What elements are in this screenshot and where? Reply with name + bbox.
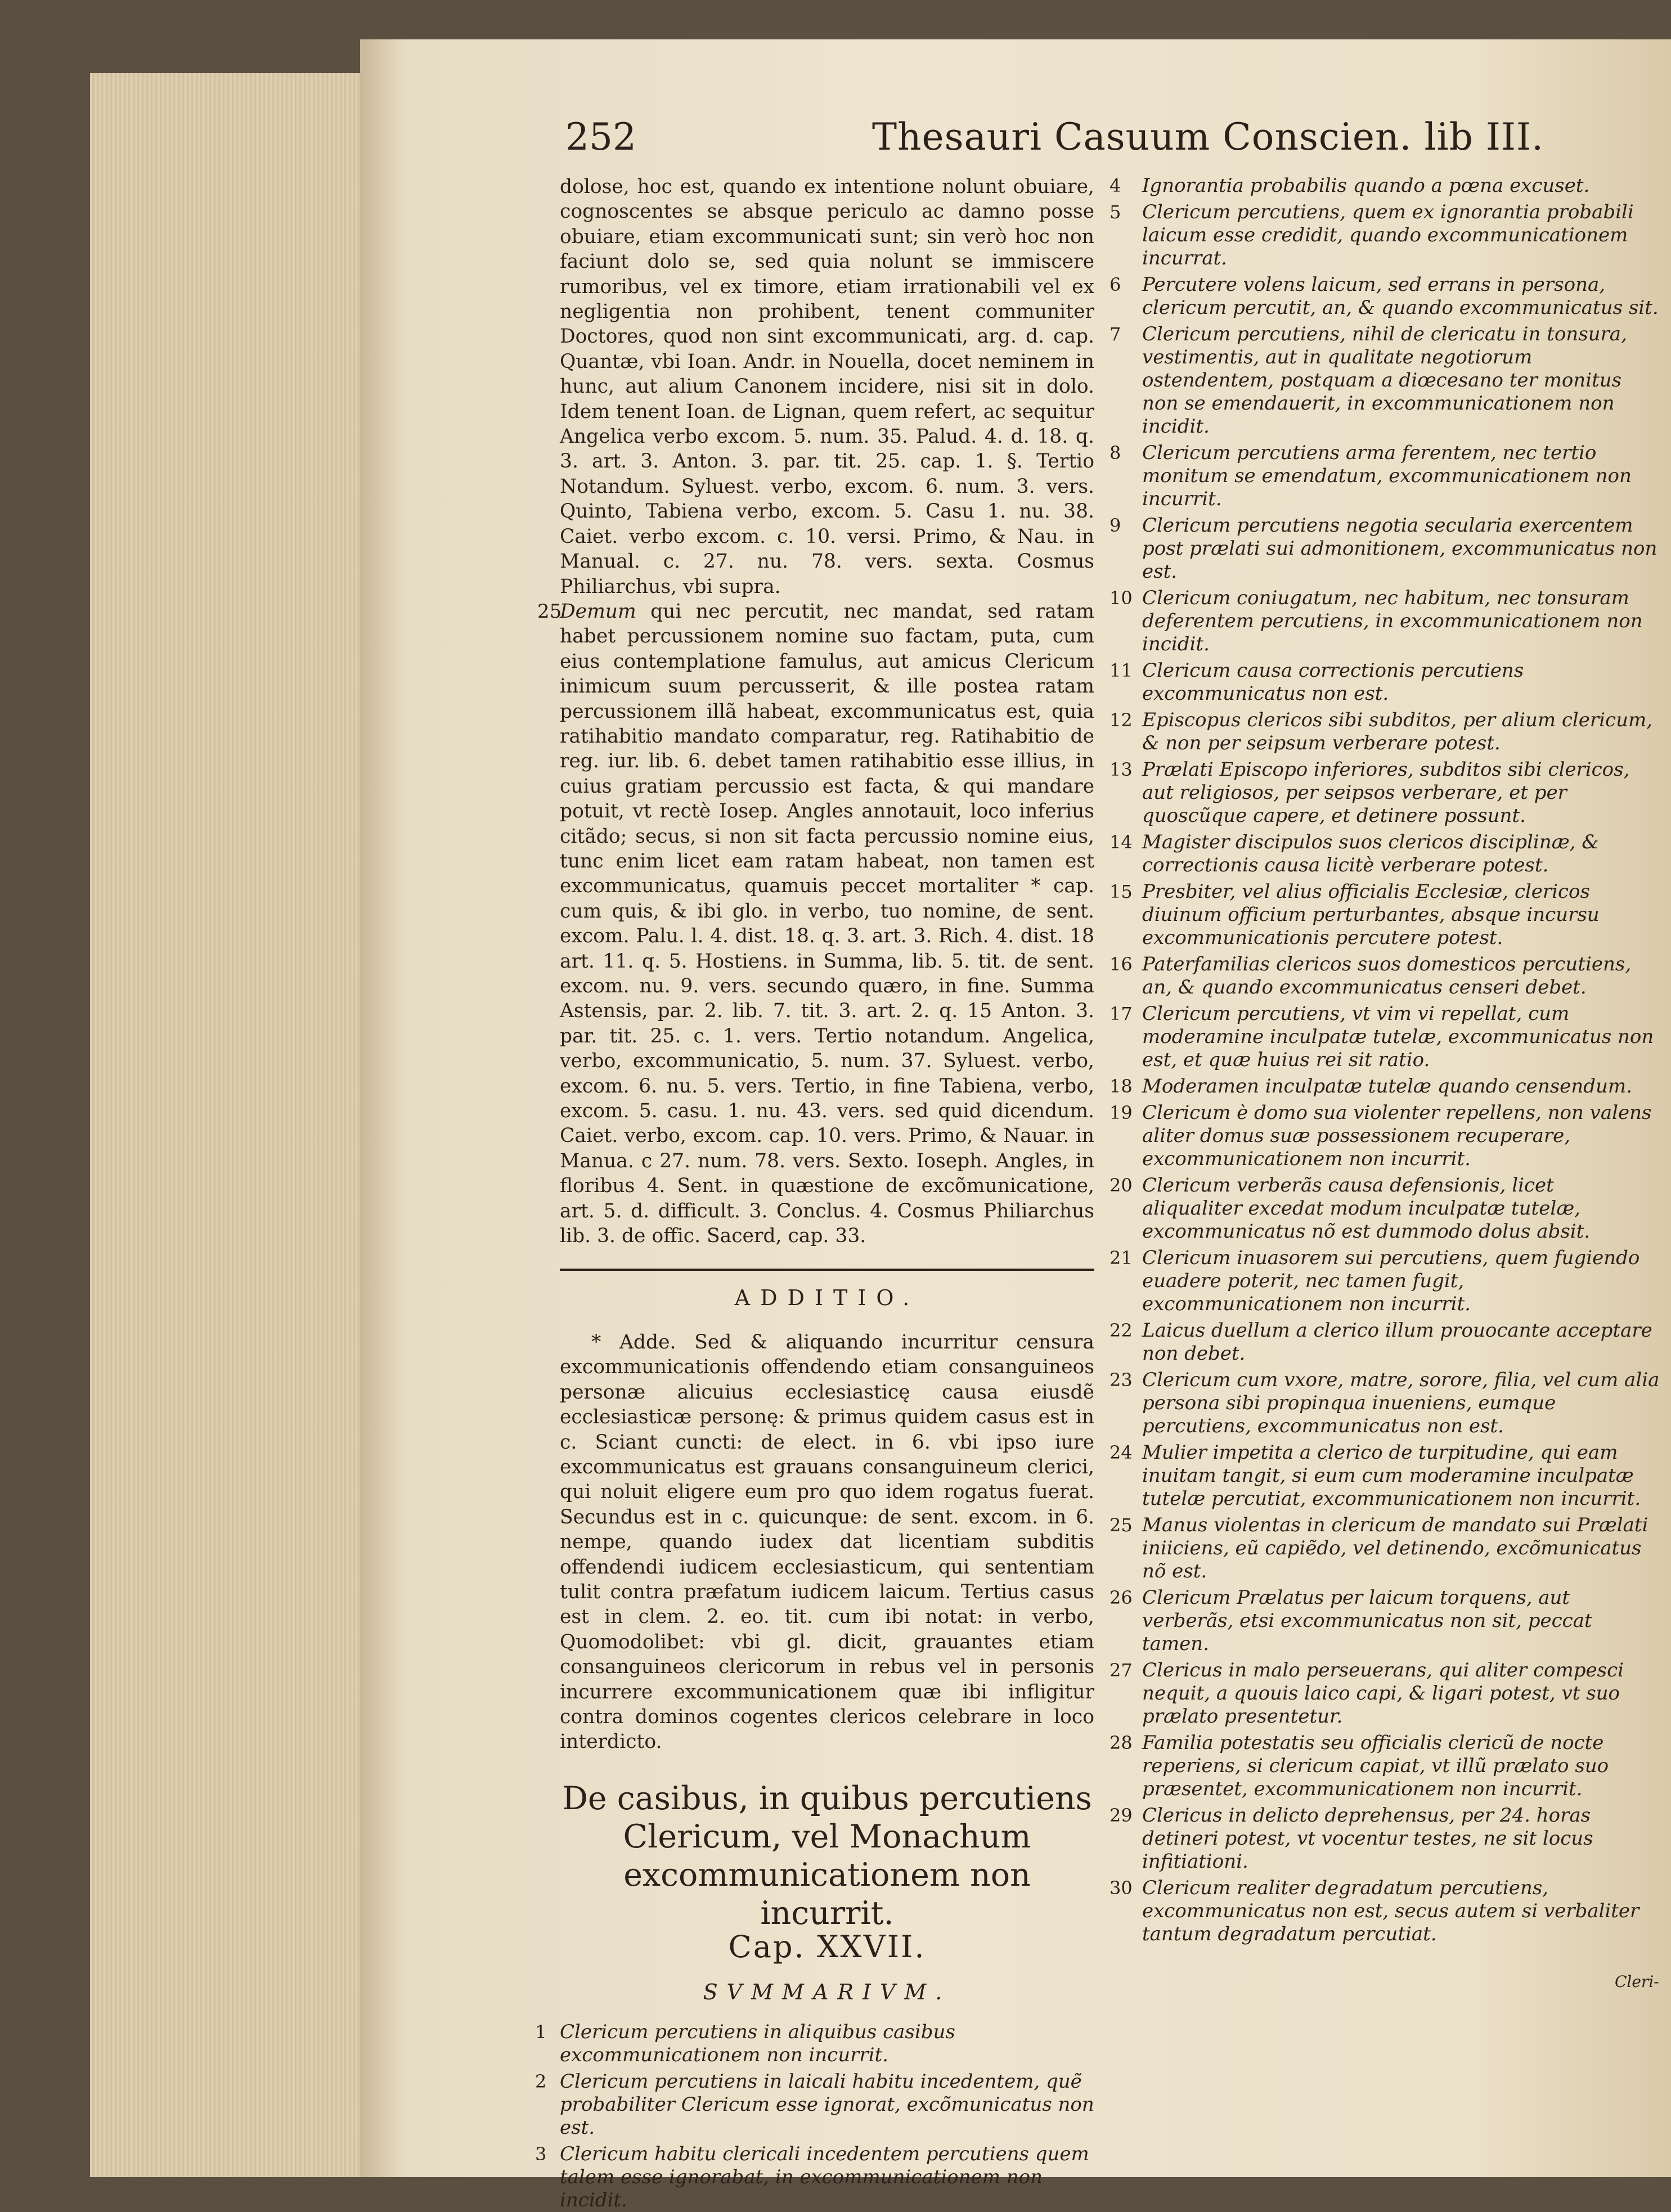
- summarium-item-text: Clericum percutiens negotia secularia exercentem post prælati sui admonitionem, excommunicatus non est.: [1142, 514, 1657, 583]
- right-column-summarium: [1109, 174, 1660, 2087]
- summarium-item-number: 23: [1109, 1369, 1133, 1391]
- summarium-item-text: Clericum è domo sua violenter repellens, non valens aliter domus suæ possessionem recuperare, excommunicationem non incurrit.: [1142, 1101, 1652, 1170]
- summarium-item-number: 17: [1109, 1003, 1133, 1024]
- summarium-item: [1109, 323, 1660, 438]
- chapter-number: Cap. XXVII.: [728, 1928, 926, 1964]
- summarium-item: [1109, 758, 1660, 828]
- summarium-item: [1109, 659, 1660, 705]
- summarium-item: [1109, 1586, 1660, 1656]
- summarium-item: [1109, 1174, 1660, 1243]
- summarium-item-number: 26: [1109, 1587, 1133, 1608]
- summarium-item-text: Clericum habitu clericali incedentem percutiens quem talem esse ignorabat, in excommunicationem non incidit.: [560, 2142, 1089, 2211]
- summarium-item-number: 24: [1109, 1442, 1133, 1463]
- summarium-item: [1109, 953, 1660, 999]
- summarium-list-right: [1109, 174, 1660, 1946]
- summarium-item-text: Clericum realiter degradatum percutiens, excommunicatus non est, secus autem si verbaliter tantum degradatum percutiat.: [1142, 1877, 1639, 1945]
- summarium-item: [535, 2020, 1094, 2067]
- summarium-item: [1109, 1804, 1660, 1873]
- summarium-item-number: 16: [1109, 954, 1133, 975]
- summarium-item-text: Clericum percutiens, vt vim vi repellat, cum moderamine inculpatæ tutelæ, excommunicatus non est, et quæ huius rei sit ratio.: [1142, 1002, 1654, 1071]
- left-column: [535, 174, 1095, 2211]
- summarium-item-number: 10: [1109, 587, 1133, 609]
- summarium-item: [1109, 709, 1660, 755]
- summarium-item: [1109, 1247, 1660, 1316]
- summarium-item: [1109, 201, 1660, 270]
- summarium-item-number: 5: [1109, 201, 1121, 223]
- catchword: Cleri-: [1615, 1972, 1659, 1991]
- summarium-item-text: Episcopus clericos sibi subditos, per alium clericum, & non per seipsum verberare potest.: [1142, 709, 1653, 754]
- summarium-item-text: Manus violentas in clericum de mandato sui Prælati iniiciens, eũ capiẽdo, vel detinendo, excõmunicatus nõ est.: [1142, 1514, 1648, 1582]
- summarium-item-number: 4: [1109, 175, 1121, 196]
- summarium-item-number: 14: [1109, 831, 1133, 853]
- summarium-item-number: 29: [1109, 1805, 1133, 1826]
- summarium-item-number: 11: [1109, 660, 1133, 681]
- paragraph-lead-word: Demum: [560, 600, 636, 623]
- summarium-item-text: Clericum percutiens, quem ex ignorantia probabili laicum esse credidit, quando excommunicationem incurrat.: [1142, 201, 1634, 269]
- summarium-item: [1109, 1877, 1660, 1946]
- summarium-item-number: 6: [1109, 274, 1121, 295]
- summarium-item-number: 22: [1109, 1320, 1133, 1341]
- summarium-item: [1109, 1732, 1660, 1801]
- summarium-item-text: Paterfamilias clericos suos domesticos percutiens, an, & quando excommunicatus censeri debet.: [1142, 953, 1632, 999]
- summarium-item-text: Clericus in malo perseuerans, qui aliter compesci nequit, a quouis laico capi, & ligari potest, vt suo prælato presentetur.: [1142, 1659, 1624, 1728]
- summarium-item-text: Laicus duellum a clerico illum prouocante acceptare non debet.: [1142, 1319, 1652, 1365]
- summarium-item-number: 2: [535, 2070, 547, 2092]
- summarium-item-number: 28: [1109, 1732, 1133, 1754]
- summarium-item-number: 9: [1109, 515, 1121, 536]
- summarium-item-text: Clericum Prælatus per laicum torquens, aut verberãs, etsi excommunicatus non sit, peccat tamen.: [1142, 1586, 1592, 1655]
- summarium-item-number: 30: [1109, 1877, 1133, 1899]
- summarium-item-number: 19: [1109, 1102, 1133, 1123]
- summarium-item-number: 7: [1109, 323, 1121, 345]
- summarium-item: [1109, 1369, 1660, 1438]
- paragraph-continued: dolose, hoc est, quando ex intentione nolunt obuiare, cognoscentes se absque periculo ac damno posse obuiare, etiam excommunicati sunt; sin verò hoc non faciunt dolo se, sed quia nolunt se immiscere rumoribus, vel ex timore, etiam irrationabili vel ex negligentia non prohibent, tenent communiter Doctores, quod non sint excommunicati, arg. d. cap. Quantæ, vbi Ioan. Andr. in Nouella, docet neminem in hunc, aut alium Canonem incidere, nisi sit in dolo. Idem tenent Ioan. de Lignan, quem refert, ac sequitur Angelica verbo excom. 5. num. 35. Palud. 4. d. 18. q. 3. art. 3. Anton. 3. par. tit. 25. cap. 1. §. Tertio Notandum. Syluest. verbo, excom. 6. num. 3. vers. Quinto, Tabiena verbo, excom. 5. Casu 1. nu. 38. Caiet. verbo excom. c. 10. versi. Primo, & Nau. in Manual. c. 27. nu. 78. vers. sexta. Cosmus Philiarchus, vbi supra.: [560, 176, 1094, 598]
- summarium-item-text: Magister discipulos suos clericos disciplinæ, & correctionis causa licitè verberare potest.: [1142, 831, 1599, 876]
- summarium-item-text: Clericum verberãs causa defensionis, licet aliqualiter excedat modum inculpatæ tutelæ, excommunicatus nõ est dummodo dolus absit.: [1142, 1174, 1591, 1243]
- page-header: [565, 115, 1544, 166]
- summarium-item-text: Mulier impetita a clerico de turpitudine, qui eam inuitam tangit, si eum cum moderamine inculpatæ tutelæ percutiat, excommunicationem non incurrit.: [1142, 1441, 1641, 1510]
- paragraph-25: [537, 599, 1095, 1249]
- summarium-item: [1109, 174, 1660, 197]
- summarium-item: [1109, 1002, 1660, 1072]
- summarium-item-number: 12: [1109, 709, 1133, 731]
- summarium-item-text: Moderamen inculpatæ tutelæ quando censendum.: [1142, 1075, 1632, 1098]
- summarium-item-text: Clericum percutiens, nihil de clericatu in tonsura, vestimentis, aut in qualitate negotiorum ostendentem, postquam a diœcesano ter monitus non se emendauerit, in excommunicationem non incidit.: [1142, 323, 1627, 438]
- summarium-item-text: Clericum coniugatum, nec habitum, nec tonsuram deferentem percutiens, in excommunicationem non incidit.: [1142, 587, 1643, 655]
- summarium-item: [1109, 1075, 1660, 1098]
- summarium-item-number: 21: [1109, 1247, 1133, 1269]
- paragraph-number: 25: [537, 600, 562, 623]
- summarium-item: [1109, 442, 1660, 511]
- summarium-item: [535, 2142, 1094, 2212]
- summarium-item: [1109, 514, 1660, 583]
- summarium-item-text: Clericum inuasorem sui percutiens, quem fugiendo euadere poterit, nec tamen fugit, excommunicationem non incurrit.: [1142, 1247, 1640, 1315]
- summarium-item-number: 1: [535, 2021, 547, 2043]
- summarium-item-text: Clericum cum vxore, matre, sorore, filia, vel cum alia persona sibi propinqua inueniens, eumque percutiens, excommunicatus non est.: [1142, 1369, 1660, 1437]
- summarium-item-number: 18: [1109, 1076, 1133, 1097]
- summarium-heading: SVMMARIVM.: [703, 1980, 951, 2005]
- additio-text: * Adde. Sed & aliquando incurritur censura excommunicationis offendendo etiam consanguineos personæ alicuius ecclesiasticę causa eiusdẽ ecclesiasticæ personę: & primus quidem casus est in c. Sciant cuncti: de elect. in 6. vbi ipso iure excommunicatus est grauans consanguineum clerici, qui noluit eligere eum pro quo idem rogatus fuerat. Secundus est in c. quicunque: de sent. excom. in 6. nempe, quando iudex dat licentiam subditis offendendi iudicem ecclesiasticum, qui sententiam tulit contra præfatum iudicem laicum. Tertius casus est in clem. 2. eo. tit. cum ibi notat: in verbo, Quomodolibet: vbi gl. dicit, grauantes etiam consanguineos clericorum in rebus vel in personis incurrere excommunicationem quæ ibi infligitur contra dominos cogentes clericos celebrare in loco interdicto.: [560, 1330, 1094, 1754]
- summarium-item-text: Clericum causa correctionis percutiens excommunicatus non est.: [1142, 659, 1524, 705]
- book-page-edges: [90, 73, 384, 2177]
- summarium-item: [535, 2070, 1094, 2139]
- summarium-item: [1109, 831, 1660, 877]
- summarium-item: [1109, 1659, 1660, 1728]
- summarium-item: [1109, 880, 1660, 950]
- page-number: 252: [565, 115, 636, 159]
- summarium-item-number: 3: [535, 2143, 547, 2165]
- section-divider: [560, 1269, 1094, 1271]
- summarium-item-text: Clericum percutiens in laicali habitu incedentem, quẽ probabiliter Clericum esse ignorat, excõmunicatus non est.: [560, 2070, 1094, 2139]
- summarium-item-number: 20: [1109, 1175, 1133, 1196]
- summarium-item-text: Clericum percutiens arma ferentem, nec tertio monitum se emendatum, excommunicationem non incurrit.: [1142, 442, 1632, 510]
- summarium-item: [1109, 1441, 1660, 1510]
- running-title: Thesauri Casuum Conscien. lib III.: [872, 115, 1544, 159]
- paragraph-text: qui nec percutit, nec mandat, sed ratam habet percussionem nomine suo factam, puta, cum eius contemplatione famulus, aut amicus Clericum inimicum suum percusserit, & ille postea ratam percussionem illã habeat, excommunicatus est, quia ratihabitio mandato comparatur, reg. Ratihabitio de reg. iur. lib. 6. debet tamen ratihabitio esse illius, in cuius gratiam percussio est facta, & qui mandare potuit, vt rectè Iosep. Angles annotauit, loco inferius citãdo; secus, si non sit facta percussio nomine eius, tunc enim licet eam ratam habeat, non tamen est excommunicatus, quamuis peccet mortaliter * cap. cum quis, & ibi glo. in verbo, tuo nomine, de sent. excom. Palu. l. 4. dist. 18. q. 3. art. 3. Rich. 4. dist. 18 art. 11. q. 5. Hostiens. in Summa, lib. 5. tit. de sent. excom. nu. 9. vers. secundo quæro, in fine. Summa Astensis, par. 2. lib. 7. tit. 3. art. 2. q. 15 Anton. 3. par. tit. 25. c. 1. vers. Tertio notandum. Angelica, verbo, excommunicatio, 5. num. 37. Syluest. verbo, excom. 6. nu. 5. vers. Tertio, in fine Tabiena, verbo, excom. 5. casu. 1. nu. 43. vers. sed quid dicendum. Caiet. verbo, excom. cap. 10. vers. Primo, & Nauar. in Manua. c 27. num. 78. vers. Sexto. Ioseph. Angles, in floribus 4. Sent. in quæstione de excõmunicatione, art. 5. d. difficult. 3. Conclus. 4. Cosmus Philiarchus lib. 3. de offic. Sacerd, cap. 33.: [560, 600, 1095, 1248]
- summarium-item-text: Percutere volens laicum, sed errans in persona, clericum percutit, an, & quando excommunicatus sit.: [1142, 273, 1659, 319]
- chapter-title: De casibus, in quibus percutiens Clericum, vel Monachum excommunicationem non incurrit.: [562, 1779, 1092, 1932]
- summarium-item-text: Familia potestatis seu officialis clericũ de nocte reperiens, si clericum capiat, vt illũ prælato suo præsentet, excommunicationem non incurrit.: [1142, 1732, 1609, 1800]
- summarium-item: [1109, 1319, 1660, 1365]
- summarium-item: [1109, 1514, 1660, 1583]
- summarium-item: [1109, 587, 1660, 656]
- summarium-item-text: Clericus in delicto deprehensus, per 24. horas detineri potest, vt vocentur testes, ne sit locus infitiationi.: [1142, 1804, 1593, 1873]
- summarium-item-number: 15: [1109, 881, 1133, 902]
- additio-heading: ADDITIO.: [734, 1285, 920, 1311]
- summarium-item-number: 25: [1109, 1514, 1133, 1536]
- summarium-item-text: Ignorantia probabilis quando a pœna excuset.: [1142, 174, 1590, 197]
- summarium-item-number: 27: [1109, 1660, 1133, 1681]
- summarium-item-text: Clericum percutiens in aliquibus casibus excommunicationem non incurrit.: [560, 2020, 955, 2066]
- summarium-item-text: Presbiter, vel alius officialis Ecclesiæ, clericos diuinum officium perturbantes, absque incursu excommunicationis percutere potest.: [1142, 880, 1600, 949]
- summarium-item-number: 13: [1109, 759, 1133, 780]
- summarium-list-left: [535, 2020, 1094, 2212]
- summarium-item: [1109, 273, 1660, 320]
- summarium-item-text: Prælati Episcopo inferiores, subditos sibi clericos, aut religiosos, per seipsos verberare, et per quoscũque capere, et detinere possunt.: [1142, 758, 1630, 827]
- summarium-item: [1109, 1101, 1660, 1171]
- summarium-item-number: 8: [1109, 442, 1121, 464]
